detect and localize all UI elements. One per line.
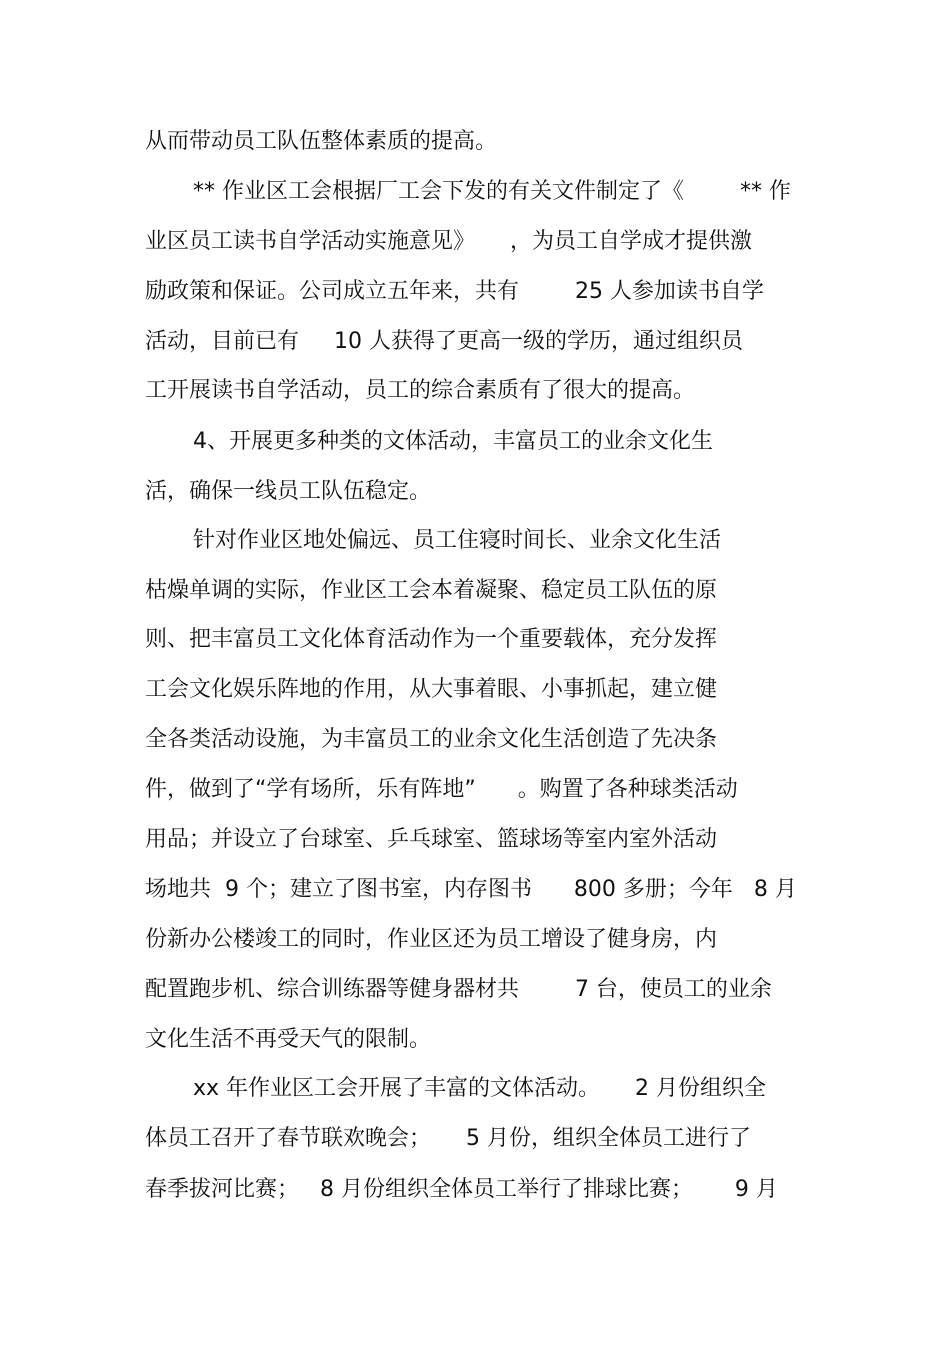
- text-line: 份新办公楼竣工的同时，作业区还为员工增设了健身房，内: [145, 927, 718, 952]
- text-line: 体员工召开了春节联欢晚会； 5 月份，组织全体员工进行了: [145, 1126, 751, 1151]
- text-line: 活，确保一线员工队伍稳定。: [145, 479, 432, 504]
- text-line: 春季拔河比赛； 8 月份组织全体员工举行了排球比赛； 9 月: [145, 1177, 778, 1202]
- text-line: 文化生活不再受天气的限制。: [145, 1027, 432, 1052]
- text-line: 件，做到了“学有场所，乐有阵地” 。购置了各种球类活动: [145, 777, 738, 802]
- text-line: 场地共 9 个；建立了图书室，内存图书 800 多册；今年 8 月: [145, 877, 797, 902]
- text-line: 工开展读书自学活动，员工的综合素质有了很大的提高。: [145, 378, 696, 403]
- text-line: 则、把丰富员工文化体育活动作为一个重要载体，充分发挥: [145, 627, 718, 652]
- text-line: 针对作业区地处偏远、员工住寝时间长、业余文化生活: [193, 528, 722, 553]
- text-line: xx 年作业区工会开展了丰富的文体活动。 2 月份组织全: [193, 1076, 766, 1101]
- text-line: 枯燥单调的实际，作业区工会本着凝聚、稳定员工队伍的原: [145, 578, 718, 603]
- text-line: 全各类活动设施，为丰富员工的业余文化生活创造了先决条: [145, 727, 718, 752]
- text-line: ** 作业区工会根据厂工会下发的有关文件制定了《 ** 作: [193, 179, 791, 204]
- text-line: 业区员工读书自学活动实施意见》 ，为员工自学成才提供激: [145, 229, 752, 254]
- text-line: 励政策和保证。公司成立五年来，共有 25 人参加读书自学: [145, 279, 764, 304]
- text-line: 用品；并设立了台球室、乒乓球室、篮球场等室内室外活动: [145, 827, 718, 852]
- text-line: 配置跑步机、综合训练器等健身器材共 7 台，使员工的业余: [145, 977, 772, 1002]
- text-line: 工会文化娱乐阵地的作用，从大事着眼、小事抓起，建立健: [145, 677, 718, 702]
- text-line: 从而带动员工队伍整体素质的提高。: [145, 129, 498, 154]
- text-line: 活动，目前已有 10 人获得了更高一级的学历，通过组织员: [145, 329, 743, 354]
- text-line: 4、开展更多种类的文体活动，丰富员工的业余文化生: [193, 429, 713, 454]
